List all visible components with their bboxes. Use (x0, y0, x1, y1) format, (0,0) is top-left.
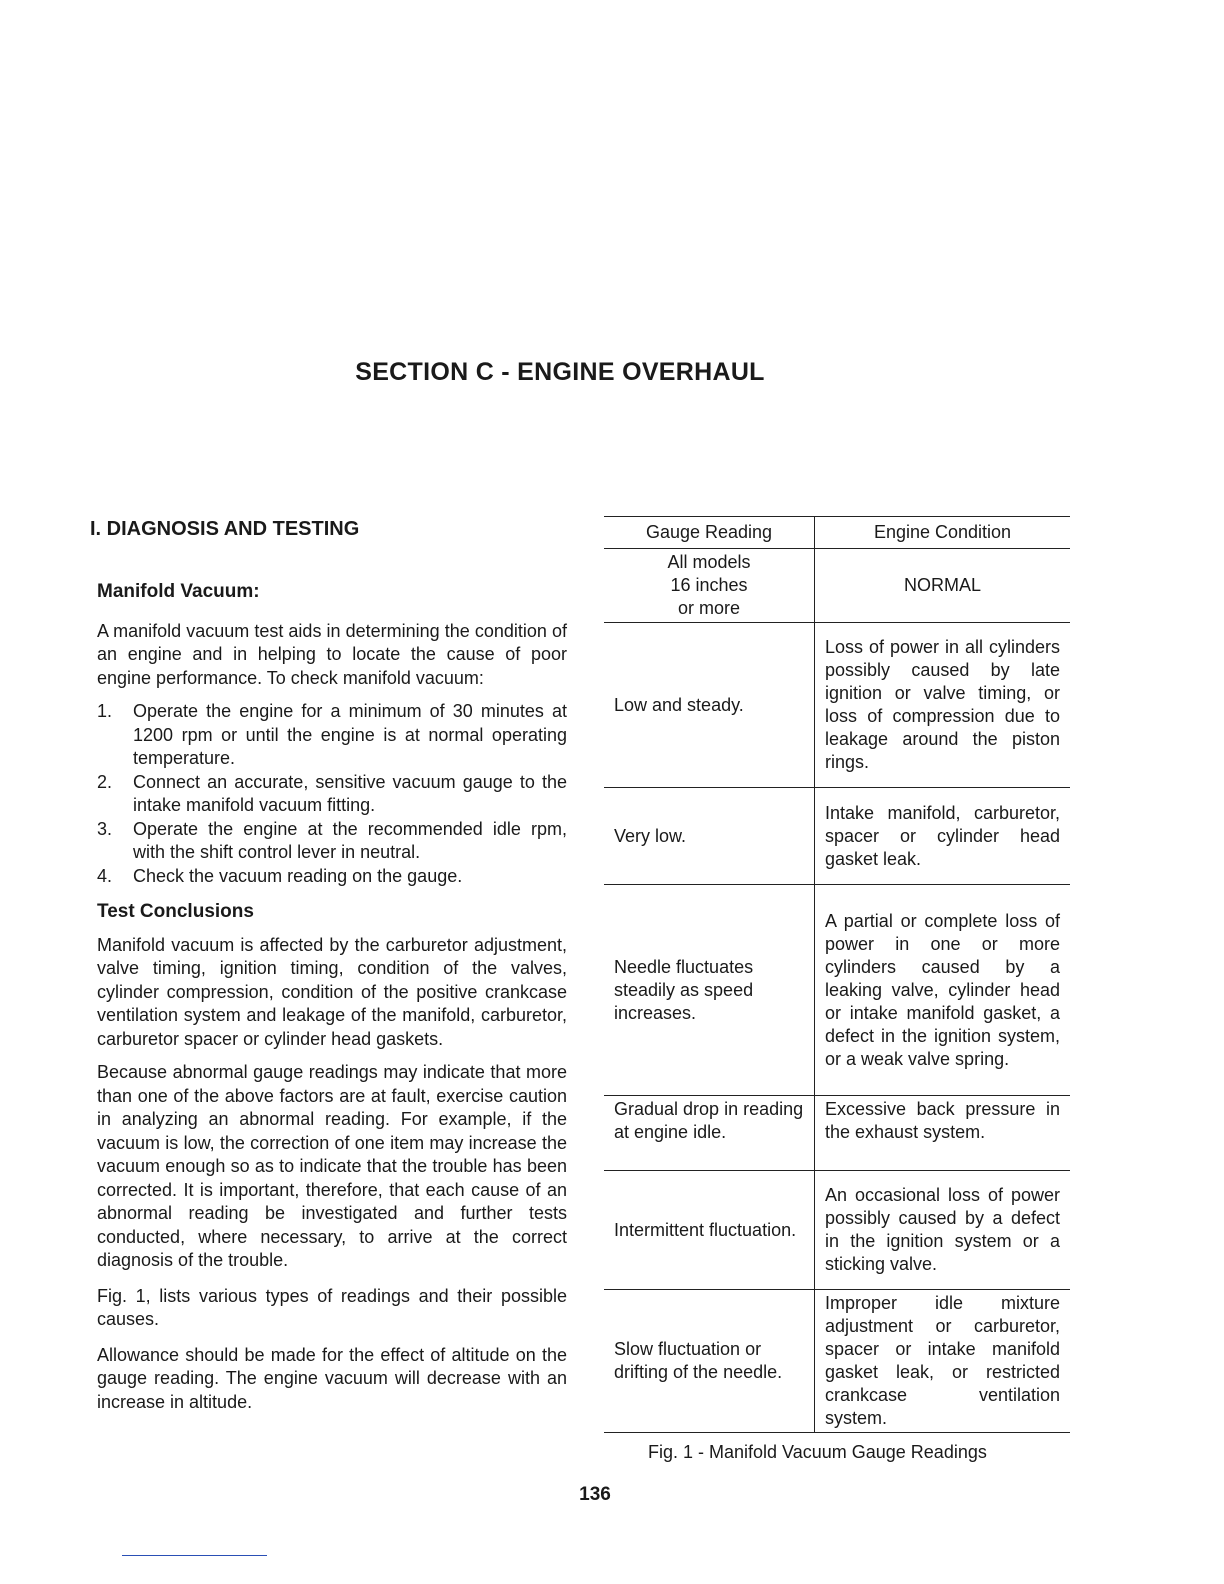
conclusions-paragraph-1: Manifold vacuum is affected by the carburetor adjustment, valve timing, ignition timing, condition of the valves, cylinder compression, condition of the positive crankcase ventilation system and leakage of the manifold, carburetor, carburetor spacer or cylinder head gaskets. (97, 934, 567, 1049)
gauge-reading-cell: Needle fluctuates steadily as speed increases. (604, 885, 815, 1096)
conclusions-paragraph-2: Because abnormal gauge readings may indicate that more than one of the above factors are at fault, exercise caution in analyzing an abnormal reading. For example, if the vacuum is low, the correction of one item may increase the vacuum enough so as to indicate that the trouble has been corrected. It is important, therefore, that each cause of an abnormal reading be investigated and further tests conducted, where necessary, to arrive at the correct diagnosis of the trouble. (97, 1062, 567, 1270)
gauge-reading-cell: Low and steady. (604, 623, 815, 788)
engine-condition-cell: Excessive back pressure in the exhaust system. (815, 1096, 1071, 1171)
engine-condition-cell: A partial or complete loss of power in one or more cylinders caused by a leaking valve, cylinder head or intake manifold gasket, a defect in the ignition system, or a weak valve spring. (815, 885, 1071, 1096)
gauge-reading-cell: Slow fluctuation or drifting of the needle. (604, 1290, 815, 1433)
header-engine-condition: Engine Condition (815, 517, 1071, 549)
table-row (604, 1171, 1070, 1290)
diagnosis-heading: I. DIAGNOSIS AND TESTING (90, 518, 360, 540)
header-gauge-reading: Gauge Reading (604, 517, 815, 549)
footer-rule (122, 1555, 267, 1556)
table-row (604, 623, 1070, 788)
manifold-intro: A manifold vacuum test aids in determining the condition of an engine and in helping to locate the cause of poor engine performance. To check manifold vacuum: (97, 620, 567, 688)
gauge-reading-cell: Very low. (604, 788, 815, 885)
table-row (604, 1096, 1070, 1171)
step-item: 3. Operate the engine at the recommended idle rpm, with the shift control lever in neutral. (97, 818, 567, 862)
engine-condition-cell: Intake manifold, carburetor, spacer or cylinder head gasket leak. (815, 788, 1071, 885)
page-number: 136 (579, 1484, 611, 1505)
engine-condition-cell: Loss of power in all cylinders possibly caused by late ignition or valve timing, or loss of compression due to leakage around the piston rings. (815, 623, 1071, 788)
step-item: 2. Connect an accurate, sensitive vacuum gauge to the intake manifold vacuum fitting. (97, 771, 567, 815)
table-header-row (604, 517, 1070, 549)
section-title: SECTION C - ENGINE OVERHAUL (355, 358, 765, 386)
test-conclusions-title: Test Conclusions (97, 901, 254, 922)
table-row (604, 549, 1070, 623)
engine-condition-cell: NORMAL (815, 549, 1071, 623)
conclusions-paragraph-3: Fig. 1, lists various types of readings and their possible causes. (97, 1285, 567, 1329)
table-row (604, 885, 1070, 1096)
gauge-reading-cell: Intermittent fluctuation. (604, 1171, 815, 1290)
step-item: 1. Operate the engine for a minimum of 30 minutes at 1200 rpm or until the engine is at normal operating temperature. (97, 701, 567, 768)
gauge-reading-cell: All models 16 inches or more (604, 549, 815, 623)
gauge-reading-cell: Gradual drop in reading at engine idle. (604, 1096, 815, 1171)
gauge-table-container (604, 516, 1070, 1433)
table-row (604, 1290, 1070, 1433)
engine-condition-cell: An occasional loss of power possibly caused by a defect in the ignition system or a sticking valve. (815, 1171, 1071, 1290)
left-column (97, 580, 567, 1424)
vacuum-gauge-table (604, 516, 1070, 1433)
step-item: 4. Check the vacuum reading on the gauge. (97, 865, 463, 886)
procedure-steps (97, 700, 567, 888)
figure-caption: Fig. 1 - Manifold Vacuum Gauge Readings (648, 1442, 987, 1462)
conclusions-paragraph-4: Allowance should be made for the effect of altitude on the gauge reading. The engine vacuum will decrease with an increase in altitude. (97, 1344, 567, 1412)
engine-condition-cell: Improper idle mixture adjustment or carburetor, spacer or intake manifold gasket leak, or restricted crankcase ventilation system. (815, 1290, 1071, 1433)
manifold-vacuum-title: Manifold Vacuum: (97, 581, 260, 602)
table-row (604, 788, 1070, 885)
